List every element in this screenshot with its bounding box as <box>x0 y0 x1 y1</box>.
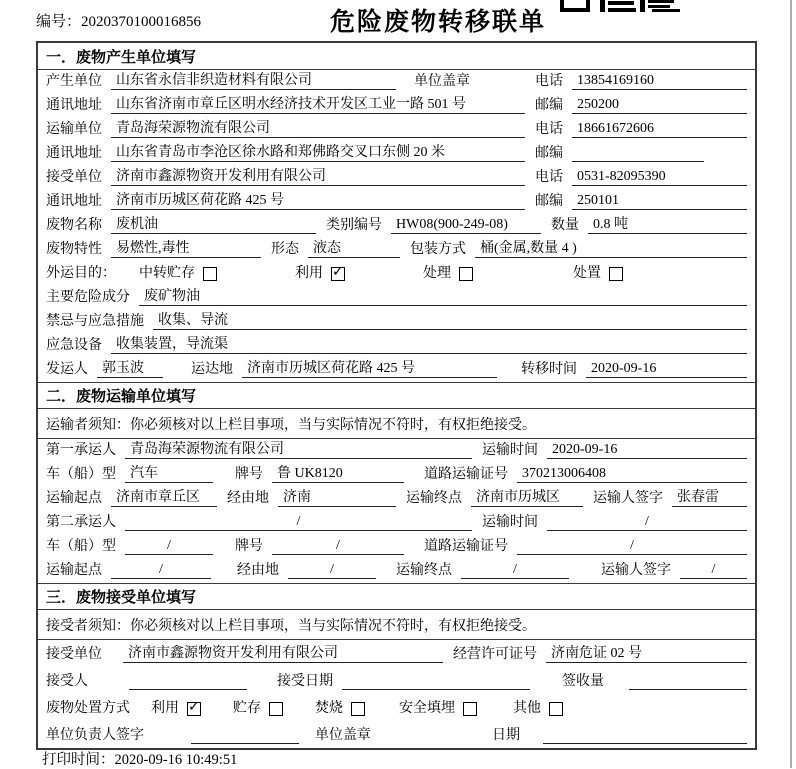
destination-field[interactable]: 济南市历城区荷花路 425 号 <box>242 357 497 378</box>
receiver-address-left <box>46 189 535 210</box>
transporter-field[interactable]: 青岛海荣源物流有限公司 <box>111 117 525 138</box>
carrier2-signature-field[interactable]: / <box>680 562 747 579</box>
purpose-option-dispose <box>573 262 623 282</box>
hazard-label: 主要危险成分 <box>46 290 130 305</box>
carrier1-origin-field[interactable]: 济南市章丘区 <box>111 486 217 507</box>
transfer-form-table <box>36 41 757 750</box>
page-title: 危险废物转移联单 <box>330 9 547 36</box>
carrier1-signature-field[interactable]: 张春雷 <box>672 486 747 507</box>
receiver-address-field[interactable]: 济南市历城区荷花路 425 号 <box>111 189 525 210</box>
producer-address-row <box>38 94 755 118</box>
transporter-left <box>46 117 535 138</box>
vehicle-label: 车（船）型 <box>46 467 116 482</box>
via-label: 经由地 <box>237 563 279 578</box>
producer-zip-field[interactable]: 250200 <box>572 97 747 114</box>
section-producer <box>38 43 755 382</box>
purpose-label: 外运目的： <box>46 266 116 281</box>
consignor-field[interactable]: 郭玉波 <box>97 357 163 378</box>
transporter-label: 运输单位 <box>46 122 102 137</box>
plate-label: 牌号 <box>235 467 263 482</box>
plate-label: 牌号 <box>235 539 263 554</box>
section2-header: 二．废物运输单位填写 <box>38 382 755 409</box>
checkbox-label: 利用 <box>295 266 323 281</box>
carrier1-plate-field[interactable]: 鲁 UK8120 <box>272 462 404 483</box>
waste-name-row <box>38 214 755 238</box>
transfer-storage-checkbox[interactable] <box>203 267 217 281</box>
checkbox-label: 安全填埋 <box>399 701 455 716</box>
category-label: 类别编号 <box>326 218 382 233</box>
carrier1-row <box>38 439 755 463</box>
carrier1-permit-field[interactable]: 370213006408 <box>517 466 747 483</box>
receiver-row <box>38 166 755 190</box>
phone-label: 电话 <box>535 74 563 89</box>
cropped-stamp-icon <box>560 0 680 12</box>
purpose-row <box>38 262 755 286</box>
address-label: 通讯地址 <box>46 146 102 161</box>
unit-seal-label: 单位盖章 <box>315 728 371 743</box>
checkbox-label: 利用 <box>151 701 179 716</box>
carrier1-end-field[interactable]: 济南市历城区 <box>471 486 583 507</box>
carrier2-via-field[interactable]: / <box>288 562 376 579</box>
disposal-method-row <box>38 694 755 721</box>
producer-right <box>535 70 747 90</box>
responsible-sign-field[interactable] <box>191 727 299 744</box>
serial-number-line <box>36 10 201 31</box>
print-time-line <box>42 748 237 769</box>
purpose-option-treat <box>423 262 473 282</box>
checkbox-label: 中转贮存 <box>139 266 195 281</box>
store-checkbox[interactable] <box>269 702 283 716</box>
print-time-label: 打印时间： <box>42 752 115 768</box>
carrier1-label: 第一承运人 <box>46 443 116 458</box>
phone-label: 电话 <box>535 122 563 137</box>
received-qty-field[interactable] <box>629 673 747 690</box>
producer-field[interactable]: 山东省永信非织造材料有限公司 <box>111 69 396 90</box>
carrier2-end-field[interactable]: / <box>461 562 569 579</box>
producer-row <box>38 70 755 94</box>
received-qty-label: 签收量 <box>562 674 604 689</box>
producer-phone-field[interactable]: 13854169160 <box>572 73 747 90</box>
receiving-unit-label: 接受单位 <box>46 647 102 662</box>
section1-header: 一．废物产生单位填写 <box>38 43 755 70</box>
form-label: 形态 <box>271 242 299 257</box>
disposal-label: 废物处置方式 <box>46 701 130 716</box>
disposal-option-landfill <box>399 697 477 717</box>
recipient-field[interactable] <box>129 673 247 690</box>
transporter-notice: 运输者须知：你必须核对以上栏目事项，当与实际情况不符时，有权拒绝接受。 <box>38 409 755 439</box>
receiver-notice: 接受者须知：你必须核对以上栏目事项，当与实际情况不符时，有权拒绝接受。 <box>38 610 755 640</box>
dispose-checkbox[interactable] <box>609 267 623 281</box>
road-permit-label: 道路运输证号 <box>424 539 508 554</box>
consignor-label: 发运人 <box>46 362 88 377</box>
disposal-option-store <box>233 697 283 717</box>
landfill-checkbox[interactable] <box>463 702 477 716</box>
checkbox-label: 贮存 <box>233 701 261 716</box>
waste-name-label: 废物名称 <box>46 218 102 233</box>
date-label: 日期 <box>492 728 520 743</box>
receiving-unit-field[interactable]: 济南市鑫源物资开发利用有限公司 <box>123 642 443 663</box>
quantity-label: 数量 <box>551 218 579 233</box>
waste-name-field[interactable]: 废机油 <box>111 213 316 234</box>
transporter-address-right <box>535 142 747 162</box>
receive-date-field[interactable] <box>342 673 530 690</box>
carrier1-via-field[interactable]: 济南 <box>278 486 396 507</box>
incinerate-checkbox[interactable] <box>351 702 365 716</box>
other-checkbox[interactable] <box>549 702 563 716</box>
signature-label: 运输人签字 <box>593 491 663 506</box>
carrier2-permit-field[interactable]: / <box>517 538 747 555</box>
transporter-zip-field[interactable] <box>572 145 704 162</box>
transport-time-label: 运输时间 <box>482 443 538 458</box>
quantity-field[interactable]: 0.8 吨 <box>588 213 747 234</box>
producer-address-right <box>535 94 747 114</box>
precaution-row <box>38 310 755 334</box>
signature-label: 运输人签字 <box>601 563 671 578</box>
destination-label: 运达地 <box>191 362 233 377</box>
end-label: 运输终点 <box>406 491 462 506</box>
vehicle-label: 车（船）型 <box>46 539 116 554</box>
packaging-label: 包装方式 <box>410 242 466 257</box>
transporter-row <box>38 118 755 142</box>
zip-label: 邮编 <box>535 194 563 209</box>
equipment-row <box>38 334 755 358</box>
end-label: 运输终点 <box>396 563 452 578</box>
transfer-time-field[interactable]: 2020-09-16 <box>586 361 747 378</box>
equipment-label: 应急设备 <box>46 338 102 353</box>
receive-date-label: 接受日期 <box>277 674 333 689</box>
transporter-address-row <box>38 142 755 166</box>
seal-label: 单位盖章 <box>414 74 470 89</box>
packaging-field[interactable]: 桶(金属,数量 4 ) <box>475 237 747 258</box>
transporter-right <box>535 118 747 138</box>
carrier2-row <box>38 511 755 535</box>
serial-value: 2020370100016856 <box>81 14 202 30</box>
zip-label: 邮编 <box>535 98 563 113</box>
characteristics-label: 废物特性 <box>46 242 102 257</box>
consignor-row <box>38 358 755 382</box>
characteristics-field[interactable]: 易燃性,毒性 <box>111 237 261 258</box>
checkbox-label: 处理 <box>423 266 451 281</box>
carrier2-origin-field[interactable]: / <box>111 562 211 579</box>
producer-address-left <box>46 93 535 114</box>
carrier1-vehicle-field[interactable]: 汽车 <box>125 462 213 483</box>
receiver-left <box>46 165 535 186</box>
carrier1-time-field[interactable]: 2020-09-16 <box>547 442 747 459</box>
recipient-row <box>38 667 755 694</box>
transporter-address-field[interactable]: 山东省青岛市李沧区徐水路和郑佛路交叉口东侧 20 米 <box>111 141 525 162</box>
precaution-field[interactable]: 收集、导流 <box>153 309 747 330</box>
treat-checkbox[interactable] <box>459 267 473 281</box>
receiver-zip-field[interactable]: 250101 <box>572 193 747 210</box>
origin-label: 运输起点 <box>46 491 102 506</box>
responsible-sign-label: 单位负责人签字 <box>46 728 144 743</box>
utilize-checkbox[interactable] <box>331 267 345 281</box>
transport-time-label: 运输时间 <box>482 515 538 530</box>
receiver-address-row <box>38 190 755 214</box>
equipment-field[interactable]: 收集装置，导流渠 <box>111 333 747 354</box>
print-time-value: 2020-09-16 10:49:51 <box>114 752 238 768</box>
recipient-label: 接受人 <box>46 674 88 689</box>
hazard-field[interactable]: 废矿物油 <box>139 285 747 306</box>
page-edge-divider <box>790 0 792 768</box>
receiver-address-right <box>535 190 747 210</box>
section3-header: 三．废物接受单位填写 <box>38 583 755 610</box>
hazard-row <box>38 286 755 310</box>
carrier2-vehicle-row <box>38 535 755 559</box>
road-permit-label: 道路运输证号 <box>424 467 508 482</box>
utilize-checkbox[interactable] <box>187 702 201 716</box>
carrier2-label: 第二承运人 <box>46 515 116 530</box>
zip-label: 邮编 <box>535 146 563 161</box>
form-field[interactable]: 液态 <box>308 237 400 258</box>
receiving-unit-row <box>38 640 755 667</box>
checkbox-label: 处置 <box>573 266 601 281</box>
carrier2-field[interactable]: / <box>125 514 472 531</box>
waste-characteristics-row <box>38 238 755 262</box>
carrier1-vehicle-row <box>38 463 755 487</box>
transporter-phone-field[interactable]: 18661672606 <box>572 121 747 138</box>
precaution-label: 禁忌与应急措施 <box>46 314 144 329</box>
origin-label: 运输起点 <box>46 563 102 578</box>
carrier2-time-field[interactable]: / <box>547 514 747 531</box>
carrier2-route-row <box>38 559 755 583</box>
section-transporter <box>38 382 755 583</box>
license-label: 经营许可证号 <box>453 647 537 662</box>
transporter-address-left <box>46 141 535 162</box>
producer-left <box>46 69 535 90</box>
phone-label: 电话 <box>535 170 563 185</box>
license-field[interactable]: 济南危证 02 号 <box>546 642 747 663</box>
producer-address-field[interactable]: 山东省济南市章丘区明水经济技术开发区工业一路 501 号 <box>111 93 525 114</box>
producer-label: 产生单位 <box>46 74 102 89</box>
section-receiver <box>38 583 755 748</box>
via-label: 经由地 <box>227 491 269 506</box>
carrier2-vehicle-field[interactable]: / <box>125 538 213 555</box>
receiver-phone-field[interactable]: 0531-82095390 <box>572 169 747 186</box>
disposal-option-other <box>513 697 563 717</box>
carrier1-route-row <box>38 487 755 511</box>
purpose-option-transfer <box>139 262 217 282</box>
carrier2-plate-field[interactable]: / <box>272 538 404 555</box>
disposal-option-incinerate <box>315 697 365 717</box>
receiver-field[interactable]: 济南市鑫源物资开发利用有限公司 <box>111 165 525 186</box>
carrier1-field[interactable]: 青岛海荣源物流有限公司 <box>125 438 472 459</box>
transfer-time-label: 转移时间 <box>521 362 577 377</box>
receiver-right <box>535 166 747 186</box>
responsible-sign-row <box>38 721 755 748</box>
address-label: 通讯地址 <box>46 194 102 209</box>
checkbox-label: 其他 <box>513 701 541 716</box>
receiver-label: 接受单位 <box>46 170 102 185</box>
address-label: 通讯地址 <box>46 98 102 113</box>
serial-label: 编号： <box>36 14 82 30</box>
category-field[interactable]: HW08(900-249-08) <box>391 217 541 234</box>
checkbox-label: 焚烧 <box>315 701 343 716</box>
disposal-option-utilize <box>151 697 201 717</box>
date-field[interactable] <box>543 727 747 744</box>
purpose-option-utilize <box>295 262 345 282</box>
